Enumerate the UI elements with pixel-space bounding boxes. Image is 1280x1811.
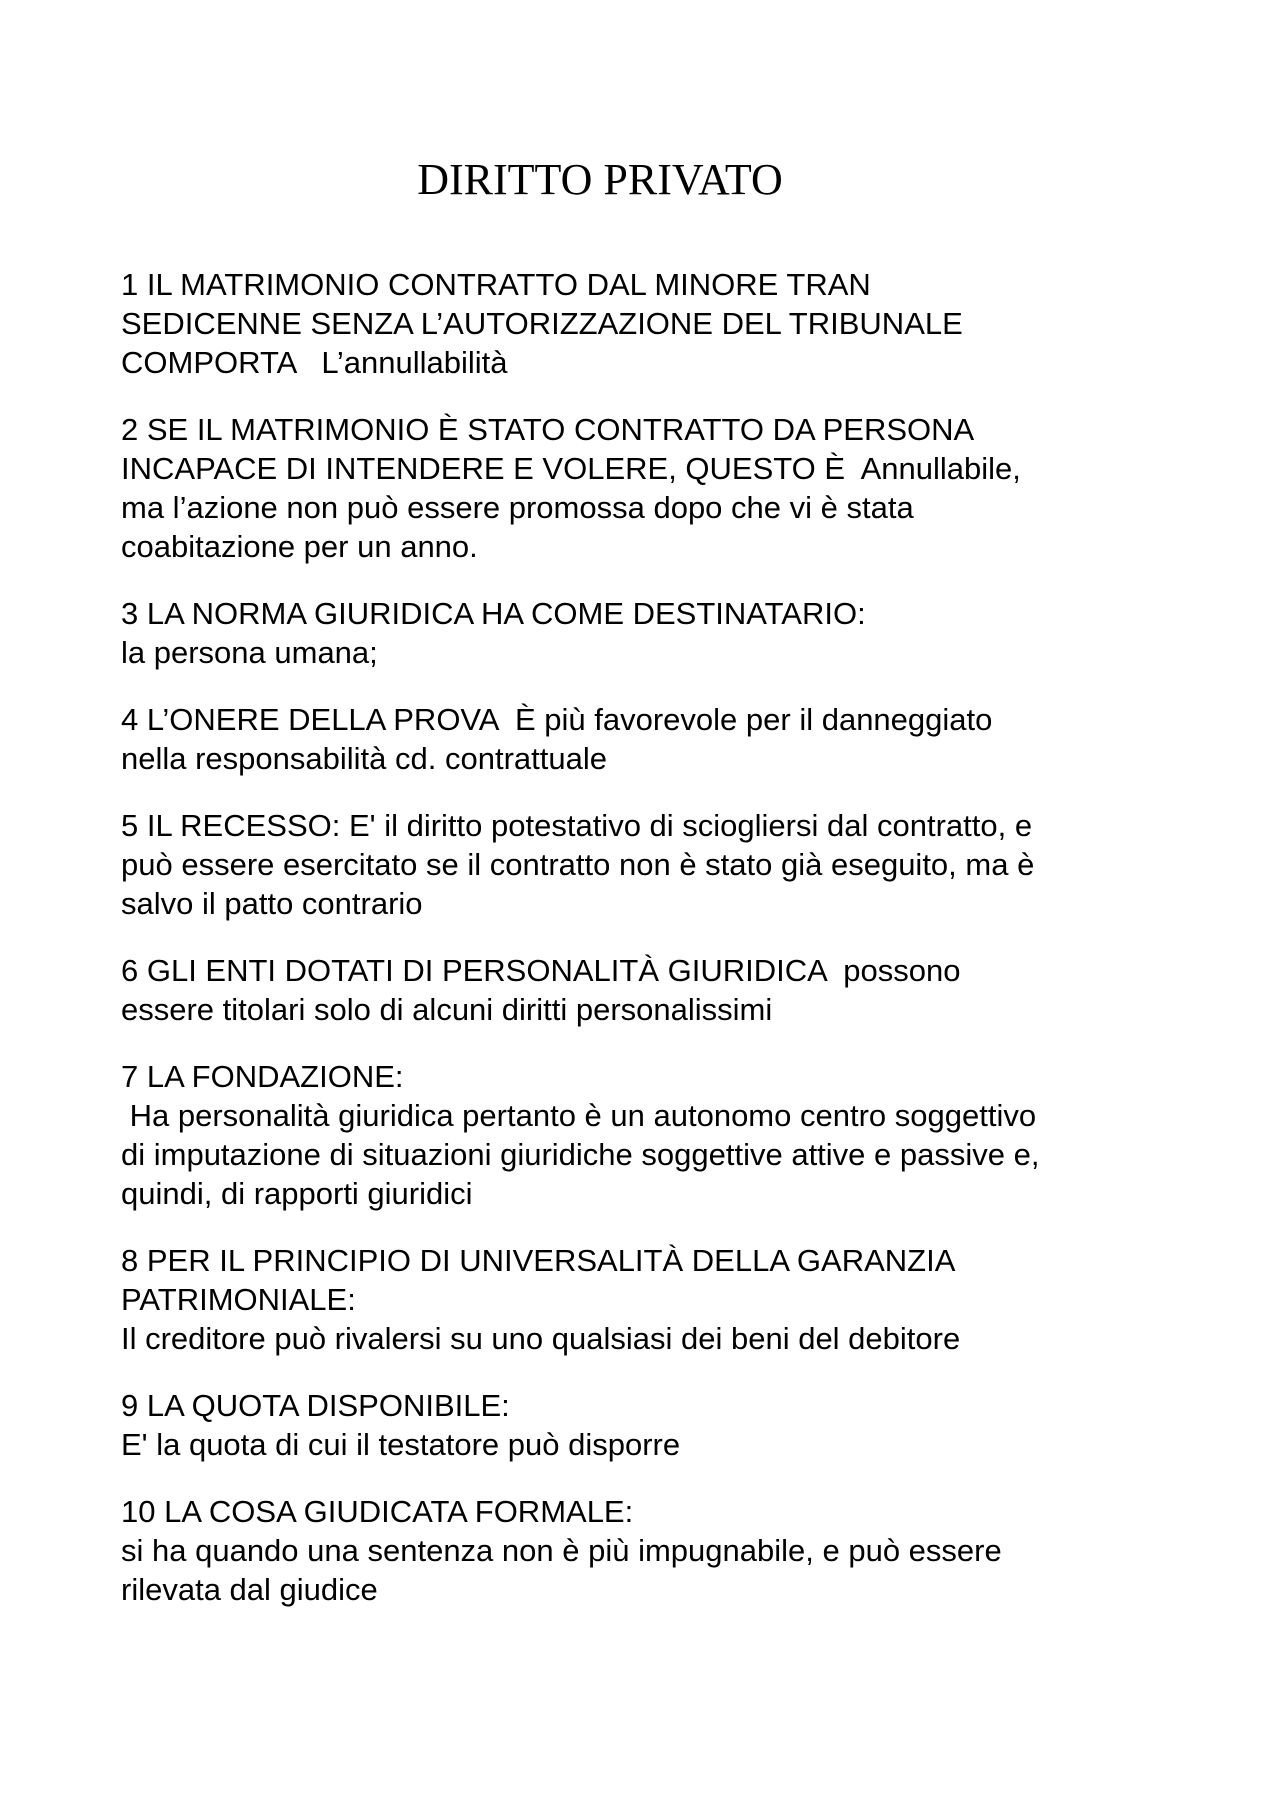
item-text-line: 5 IL RECESSO: E' il diritto potestativo di sciogliersi dal contratto, e [121, 808, 1033, 843]
list-item [121, 410, 1171, 566]
item-text-line: 7 LA FONDAZIONE: [121, 1059, 404, 1094]
item-text-line: 4 L’ONERE DELLA PROVA È più favorevole per il danneggiato [121, 702, 993, 737]
item-text-line: 9 LA QUOTA DISPONIBILE: [121, 1388, 510, 1423]
list-item [121, 700, 1171, 778]
list-item [121, 594, 1171, 672]
list-item [121, 951, 1171, 1029]
item-text-line: E' la quota di cui il testatore può disporre [121, 1427, 681, 1462]
item-text-line: COMPORTA L’annullabilità [121, 345, 508, 380]
item-text-line: Il creditore può rivalersi su uno qualsiasi dei beni del debitore [121, 1321, 961, 1356]
list-item [121, 265, 1171, 382]
item-text-line: 2 SE IL MATRIMONIO È STATO CONTRATTO DA PERSONA [121, 412, 975, 447]
item-text-line: 8 PER IL PRINCIPIO DI UNIVERSALITÀ DELLA GARANZIA [121, 1243, 956, 1278]
question-list [121, 265, 1171, 1637]
item-text-line: salvo il patto contrario [121, 886, 423, 921]
item-text-line: nella responsabilità cd. contrattuale [121, 741, 607, 776]
item-text-line: 1 IL MATRIMONIO CONTRATTO DAL MINORE TRAN [121, 267, 871, 302]
page-title: DIRITTO PRIVATO [417, 155, 783, 204]
list-item [121, 806, 1171, 923]
item-text-line: SEDICENNE SENZA L’AUTORIZZAZIONE DEL TRIBUNALE [121, 306, 963, 341]
item-text-line: coabitazione per un anno. [121, 529, 478, 564]
item-text-line: 6 GLI ENTI DOTATI DI PERSONALITÀ GIURIDICA possono [121, 953, 961, 988]
item-text-line: la persona umana; [121, 635, 378, 670]
item-text-line: Ha personalità giuridica pertanto è un autonomo centro soggettivo [121, 1098, 1037, 1133]
list-item [121, 1057, 1171, 1213]
item-text-line: ma l’azione non può essere promossa dopo che vi è stata [121, 490, 914, 525]
item-text-line: 3 LA NORMA GIURIDICA HA COME DESTINATARIO: [121, 596, 866, 631]
item-text-line: rilevata dal giudice [121, 1572, 378, 1607]
list-item [121, 1492, 1171, 1609]
item-text-line: si ha quando una sentenza non è più impugnabile, e può essere [121, 1533, 1002, 1568]
list-item [121, 1386, 1171, 1464]
item-text-line: 10 LA COSA GIUDICATA FORMALE: [121, 1494, 634, 1529]
item-text-line: può essere esercitato se il contratto non è stato già eseguito, ma è [121, 847, 1035, 882]
list-item [121, 1241, 1171, 1358]
item-text-line: essere titolari solo di alcuni diritti personalissimi [121, 992, 773, 1027]
item-text-line: PATRIMONIALE: [121, 1282, 356, 1317]
item-text-line: INCAPACE DI INTENDERE E VOLERE, QUESTO È Annullabile, [121, 451, 1021, 486]
item-text-line: di imputazione di situazioni giuridiche soggettive attive e passive e, [121, 1137, 1040, 1172]
item-text-line: quindi, di rapporti giuridici [121, 1176, 473, 1211]
